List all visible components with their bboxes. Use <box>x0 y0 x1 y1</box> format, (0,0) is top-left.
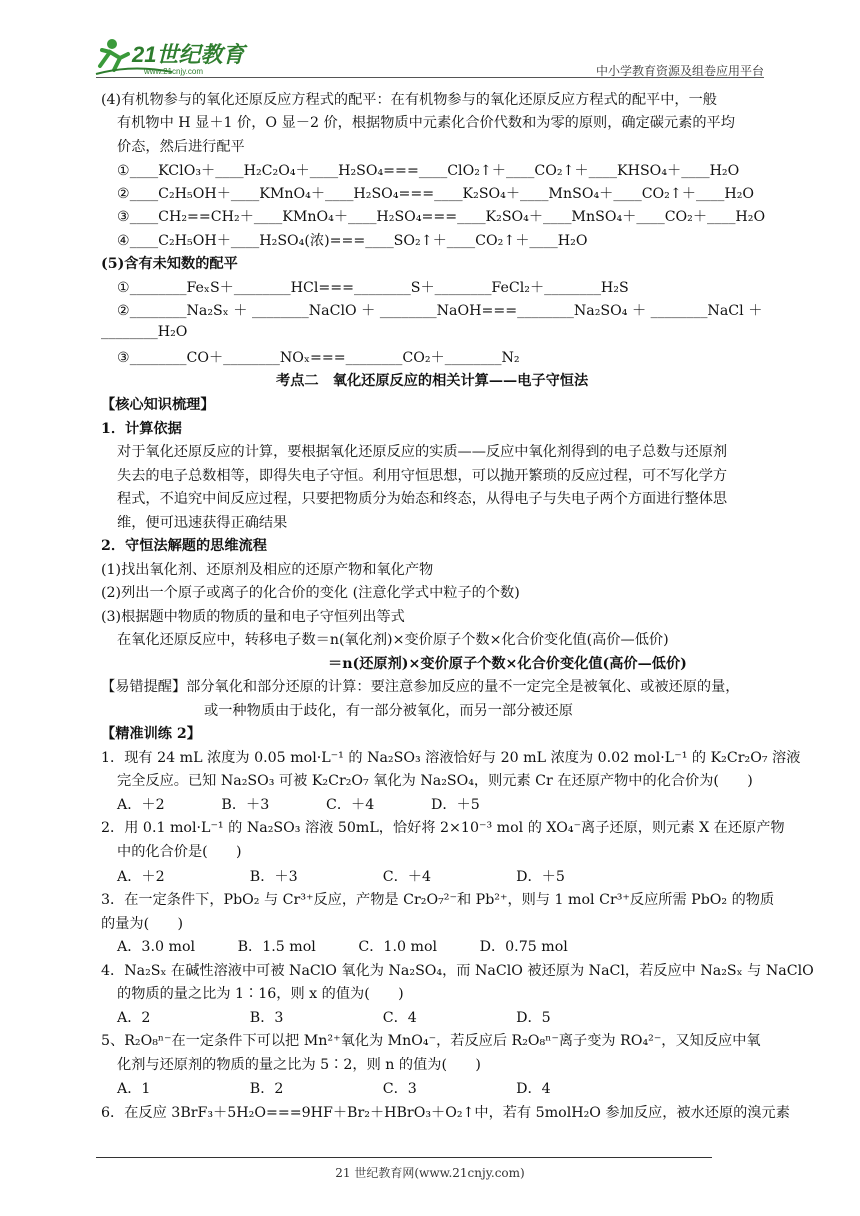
text-line: A．3.0 mol B．1.5 mol C．1.0 mol D．0.75 mol <box>117 939 568 955</box>
svg-text:21世纪教育: 21世纪教育 <box>132 42 245 67</box>
text-line: 3．在一定条件下，PbO₂ 与 Cr³⁺反应，产物是 Cr₂O₇²⁻和 Pb²⁺，则与 1 mol Cr³⁺反应所需 PbO₂ 的物质 <box>101 892 775 908</box>
text-line: 1．现有 24 mL 浓度为 0.05 mol·L⁻¹ 的 Na₂SO₃ 溶液恰好与 20 mL 浓度为 0.02 mol·L⁻¹ 的 K₂Cr₂O₇ 溶液 <box>101 750 801 766</box>
text-line: A．＋2 B．＋3 C．＋4 D．＋5 <box>117 797 480 813</box>
text-line: 有机物中 H 显＋1 价，O 显－2 价，根据物质中元素化合价代数和为零的原则，确定碳元素的平均 <box>117 115 735 131</box>
text-line: 完全反应。已知 Na₂SO₃ 可被 K₂Cr₂O₇ 氧化为 Na₂SO₄，则元素 Cr 在还原产物中的化合价为( ) <box>117 773 753 789</box>
text-line: 在氧化还原反应中，转移电子数＝n(氧化剂)×变价原子个数×化合价变化值(高价—低价) <box>117 632 669 648</box>
text-line: 6．在反应 3BrF₃＋5H₂O===9HF＋Br₂＋HBrO₃＋O₂↑中，若有 5molH₂O 参加反应，被水还原的溴元素 <box>101 1105 790 1121</box>
text-line: 【精准训练 2】 <box>101 726 201 742</box>
text-line: 对于氧化还原反应的计算，要根据氧化还原反应的实质——反应中氧化剂得到的电子总数与还原剂 <box>117 444 728 460</box>
text-line: ＝n(还原剂)×变价原子个数×化合价变化值(高价—低价) <box>328 656 687 672</box>
text-line: A．1 B．2 C．3 D．4 <box>117 1081 551 1097</box>
text-line: 维，便可迅速获得正确结果 <box>117 515 288 531</box>
text-line: (3)根据题中物质的物质的量和电子守恒列出等式 <box>101 609 405 625</box>
text-line: 2．用 0.1 mol·L⁻¹ 的 Na₂SO₃ 溶液 50mL，恰好将 2×10⁻³ mol 的 XO₄⁻离子还原，则元素 X 在还原产物 <box>101 820 785 836</box>
text-line: 价态，然后进行配平 <box>117 139 245 155</box>
logo <box>92 36 262 80</box>
text-line: 程式，不追究中间反应过程，只要把物质分为始态和终态，从得电子与失电子两个方面进行整体思 <box>117 491 728 507</box>
text-line: ①____KClO₃＋____H₂C₂O₄＋____H₂SO₄===____ClO₂↑＋____CO₂↑＋____KHSO₄＋____H₂O <box>117 163 740 179</box>
text-line: 【核心知识梳理】 <box>101 397 215 413</box>
text-line: ②________Na₂Sₓ ＋ ________NaClO ＋ ________NaOH===________Na₂SO₄ ＋ ________NaCl ＋ <box>117 303 763 319</box>
text-line: 4．Na₂Sₓ 在碱性溶液中可被 NaClO 氧化为 Na₂SO₄，而 NaClO 被还原为 NaCl，若反应中 Na₂Sₓ 与 NaClO <box>101 963 814 979</box>
footer-text: 21 世纪教育网(www.21cnjy.com) <box>335 1166 525 1180</box>
text-line: (2)列出一个原子或离子的化合价的变化 (注意化学式中粒子的个数) <box>101 585 520 601</box>
text-line: (4)有机物参与的氧化还原反应方程式的配平：在有机物参与的氧化还原反应方程式的配平中，一般 <box>101 92 717 108</box>
text-line: 【易错提醒】部分氧化和部分还原的计算：要注意参加反应的量不一定完全是被氧化、或被还原的量， <box>101 679 740 695</box>
site-name: 中小学教育资源及组卷应用平台 <box>595 64 764 78</box>
text-line: 失去的电子总数相等，即得失电子守恒。利用守恒思想，可以抛开繁琐的反应过程，可不写化学方 <box>117 468 728 484</box>
text-line: ①________FeₓS＋________HCl===________S＋________FeCl₂＋________H₂S <box>117 280 629 296</box>
text-line: (5)含有未知数的配平 <box>101 256 238 272</box>
text-line: 的物质的量之比为 1∶16，则 x 的值为( ) <box>117 986 404 1002</box>
header-divider <box>96 77 764 78</box>
text-line: 5、R₂O₈ⁿ⁻在一定条件下可以把 Mn²⁺氧化为 MnO₄⁻，若反应后 R₂O₈ⁿ⁻离子变为 RO₄²⁻，又知反应中氧 <box>101 1033 761 1049</box>
text-line: 的量为( ) <box>101 916 184 932</box>
text-line: A．2 B．3 C．4 D．5 <box>117 1010 551 1026</box>
text-line: 或一种物质由于歧化，有一部分被氧化，而另一部分被还原 <box>204 703 573 719</box>
text-line: ③________CO＋________NOₓ===________CO₂＋________N₂ <box>117 350 520 366</box>
text-line: (1)找出氧化剂、还原剂及相应的还原产物和氧化产物 <box>101 562 434 578</box>
footer-divider <box>96 1157 712 1158</box>
text-line: 考点二 氧化还原反应的相关计算——电子守恒法 <box>276 373 589 389</box>
text-line: 中的化合价是( ) <box>117 844 242 860</box>
svg-text:www.21cnjy.com: www.21cnjy.com <box>144 67 203 76</box>
logo-runner-icon <box>92 36 262 80</box>
text-line: 化剂与还原剂的物质的量之比为 5∶2，则 n 的值为( ) <box>117 1057 481 1073</box>
text-line: 1．计算依据 <box>101 421 182 437</box>
text-line: 2．守恒法解题的思维流程 <box>101 538 267 554</box>
text-line: ③____CH₂==CH₂＋____KMnO₄＋____H₂SO₄===____K₂SO₄＋____MnSO₄＋____CO₂＋____H₂O <box>117 209 766 225</box>
text-line: A．＋2 B．＋3 C．＋4 D．＋5 <box>117 869 565 885</box>
text-line: ②____C₂H₅OH＋____KMnO₄＋____H₂SO₄===____K₂SO₄＋____MnSO₄＋____CO₂↑＋____H₂O <box>117 186 755 202</box>
text-line: ④____C₂H₅OH＋____H₂SO₄(浓)===____SO₂↑＋____CO₂↑＋____H₂O <box>117 233 588 249</box>
text-line: ________H₂O <box>101 324 188 340</box>
